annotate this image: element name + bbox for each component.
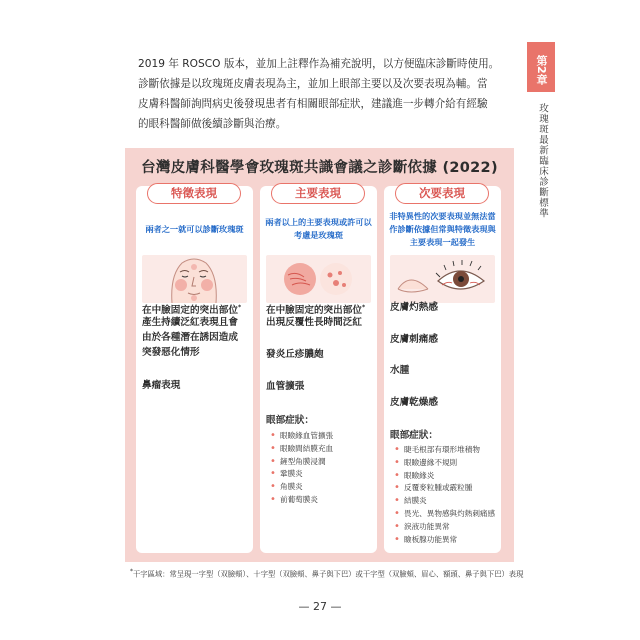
intro-line: 2019 年 ROSCO 版本，並加上註釋作為補充說明，以方便臨床診斷時使用。 <box>138 58 500 70</box>
eye-symptoms-heading: 眼部症狀： <box>266 415 314 426</box>
item-text: 皮膚刺痛感 <box>390 334 438 345</box>
chapter-tab: 第2章 <box>527 42 555 92</box>
note-major: 兩者以上的主要表現或許可以考慮是玫瑰斑 <box>265 217 372 240</box>
eye-symptoms-heading: 眼部症狀： <box>390 430 438 441</box>
header-characteristic: 特徵表現 <box>147 183 241 204</box>
panel-title: 台灣皮膚科醫學會玫瑰斑共識會議之診斷依據 (2022) <box>141 160 498 176</box>
list-item: • 畏光、異物感與灼熱刺痛感 <box>394 508 495 521</box>
item-text: 突發惡化情形 <box>142 347 200 358</box>
intro-line: 的眼科醫師做後續診斷與治療。 <box>138 118 287 130</box>
header-major: 主要表現 <box>271 183 365 204</box>
intro-line: 診斷依據是以玫瑰斑皮膚表現為主，並加上眼部主要以及次要表現為輔。當 <box>138 78 488 90</box>
item-text: 血管擴張 <box>266 381 305 392</box>
item-text: 水腫 <box>390 365 410 376</box>
list-item: • 鏟型角膜浸潤 <box>270 456 333 469</box>
item-text: 發炎丘疹膿皰 <box>266 349 324 360</box>
list-item: • 眼瞼緣血管擴張 <box>270 430 333 443</box>
item-text: 在中臉固定的突出部位* <box>266 304 366 317</box>
note-minor: 非特異性的次要表現並無法當作診斷依據但常與特徵表現與主要表現一起發生 <box>389 210 496 247</box>
item-text: 出現反覆性長時間泛紅 <box>266 317 362 328</box>
list-item: • 角膜炎 <box>270 481 333 494</box>
list-item: • 眼瞼間結膜充血 <box>270 443 333 456</box>
list-item: • 眼瞼緣炎 <box>394 470 495 483</box>
item-text: 皮膚乾燥感 <box>390 397 438 408</box>
eye-illustration <box>390 255 495 303</box>
note-characteristic: 兩者之一就可以診斷玫瑰斑 <box>145 223 244 234</box>
list-item: • 結膜炎 <box>394 495 495 508</box>
header-minor: 次要表現 <box>395 183 489 204</box>
list-item: • 眼瞼邊緣不規則 <box>394 457 495 470</box>
list-item: • 睫毛根部有環形堆積物 <box>394 444 495 457</box>
list-item: • 瞼板腺功能異常 <box>394 534 495 547</box>
face-illustration <box>142 255 247 303</box>
item-text: 皮膚灼熱感 <box>390 302 438 313</box>
footnote: *干字區域：常呈現一字型（双臉頰）、十字型（双臉頰、鼻子與下巴）或干字型（双臉頰、眉心、額頭、鼻子與下巴）表現 <box>130 568 524 579</box>
eye-symptoms-list <box>270 430 333 507</box>
intro-paragraph <box>138 54 520 134</box>
list-item: • 鞏膜炎 <box>270 468 333 481</box>
list-item: • 反覆麥粒腫或霰粒腫 <box>394 482 495 495</box>
item-text: 由於各種潛在誘因造成 <box>142 332 238 343</box>
eye-symptoms-list <box>394 444 495 546</box>
item-text: 鼻瘤表現 <box>142 380 181 391</box>
list-item: • 前葡萄膜炎 <box>270 494 333 507</box>
list-item: • 淚液功能異常 <box>394 521 495 534</box>
item-text: 產生持續泛紅表現且會 <box>142 317 238 328</box>
page-number: — 27 — <box>298 600 342 613</box>
intro-line: 皮膚科醫師詢問病史後發現患者有相關眼部症狀，建議進一步轉介給有經驗 <box>138 98 488 110</box>
skin-closeup-illustration <box>266 255 371 303</box>
chapter-title: 玫瑰斑最新臨床診斷標準 <box>537 103 548 219</box>
item-text: 在中臉固定的突出部位* <box>142 304 242 317</box>
